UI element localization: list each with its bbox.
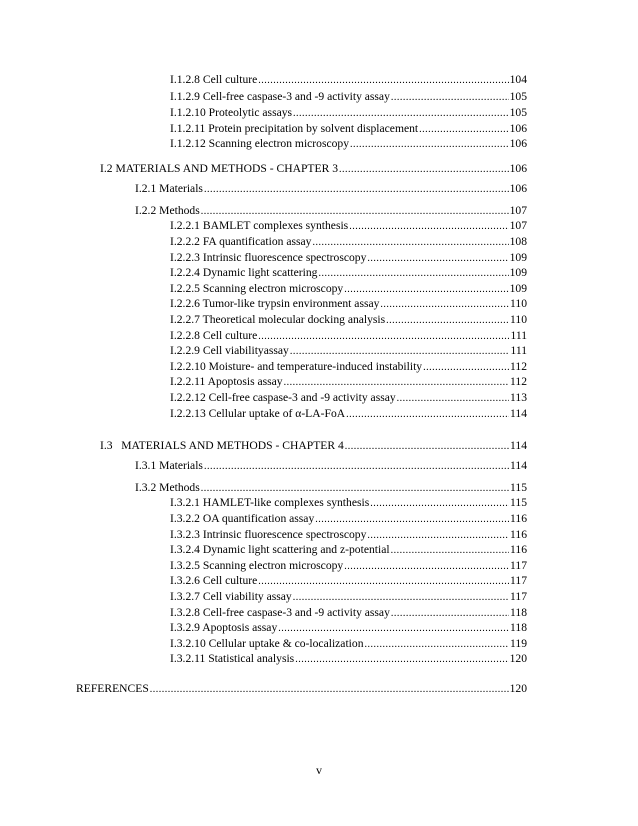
toc-entry-page: 110	[510, 313, 527, 326]
toc-entry-label: I.3.2.7 Cell viability assay	[170, 590, 292, 603]
dot-leader	[370, 496, 509, 512]
toc-entry[interactable]	[170, 558, 527, 574]
toc-entry[interactable]	[135, 181, 527, 197]
toc-entry-page: 118	[510, 606, 527, 619]
toc-entry-page: 110	[510, 297, 527, 310]
dot-leader	[345, 439, 509, 455]
page-number: v	[316, 763, 322, 777]
toc-entry-label: I.3.2.2 OA quantification assay	[170, 512, 315, 525]
toc-entry-page: 117	[510, 574, 527, 587]
toc-entry-page: 111	[510, 344, 527, 357]
toc-entry[interactable]	[135, 458, 527, 474]
toc-entry-page: 116	[510, 543, 527, 556]
dot-leader	[278, 621, 509, 637]
dot-leader	[204, 459, 509, 475]
toc-entry[interactable]	[170, 527, 527, 543]
toc-entry-label: I.3.2.10 Cellular uptake & co-localization	[170, 637, 364, 650]
toc-entry-page: 108	[509, 235, 527, 248]
dot-leader	[339, 162, 509, 178]
toc-entry-page: 106	[509, 182, 527, 195]
toc-entry[interactable]	[170, 620, 527, 636]
toc-entry[interactable]	[170, 312, 527, 328]
toc-entry[interactable]	[170, 250, 527, 266]
toc-entry-page: 109	[509, 251, 527, 264]
dot-leader	[258, 73, 508, 89]
toc-entry-label: I.2.2.2 FA quantification assay	[170, 235, 312, 248]
toc-entry-label: I.3.2.3 Intrinsic fluorescence spectroscopy	[170, 528, 367, 541]
toc-entry-page: 106	[509, 162, 527, 175]
toc-entry-page: 114	[510, 439, 527, 452]
dot-leader	[391, 90, 509, 106]
dot-leader	[284, 375, 509, 391]
dot-leader	[380, 297, 509, 313]
toc-entry-page: 113	[510, 391, 527, 404]
toc-section-heading[interactable]	[100, 161, 527, 177]
toc-entry[interactable]	[170, 136, 527, 152]
toc-entry-page: 106	[509, 122, 527, 135]
toc-entry[interactable]	[170, 390, 527, 406]
toc-entry-label: REFERENCES	[76, 682, 149, 695]
toc-entry-page: 114	[510, 459, 527, 472]
toc-entry[interactable]	[170, 343, 527, 359]
toc-entry-page: 114	[510, 407, 527, 420]
toc-entry-page: 120	[509, 682, 527, 695]
toc-entry[interactable]	[170, 296, 527, 312]
toc-entry-page: 104	[509, 73, 527, 86]
toc-entry[interactable]	[170, 89, 527, 105]
toc-entry-label: I.3.2.5 Scanning electron microscopy	[170, 559, 344, 572]
toc-entry[interactable]	[170, 511, 527, 527]
toc-entry-label: I.3.1 Materials	[135, 459, 203, 472]
dot-leader	[391, 543, 509, 559]
toc-entry-label: I.2.1 Materials	[135, 182, 203, 195]
toc-entry-label: I.2.2.1 BAMLET complexes synthesis	[170, 219, 349, 232]
toc-entry[interactable]	[170, 328, 527, 344]
toc-entry-label: I.2 MATERIALS AND METHODS - CHAPTER 3	[100, 162, 338, 175]
toc-entry-label: I.2.2.11 Apoptosis assay	[170, 375, 283, 388]
toc-entry-label: I.3.2.8 Cell-free caspase-3 and -9 activity assay	[170, 606, 390, 619]
toc-section-heading[interactable]	[100, 438, 527, 454]
toc-entry[interactable]	[170, 651, 527, 667]
dot-leader	[312, 235, 508, 251]
toc-entry-label: I.2.2.6 Tumor-like trypsin environment assay	[170, 297, 380, 310]
dot-leader	[258, 574, 509, 590]
toc-entry-label: I.1.2.12 Scanning electron microscopy	[170, 137, 350, 150]
toc-entry[interactable]	[170, 121, 527, 137]
toc-entry-label: I.2.2.10 Moisture- and temperature-induced instability	[170, 360, 423, 373]
toc-entry-label: I.3.2.11 Statistical analysis	[170, 652, 295, 665]
toc-entry-page: 106	[509, 137, 527, 150]
dot-leader	[318, 266, 508, 282]
toc-entry-page: 107	[509, 204, 527, 217]
toc-entry-page: 116	[510, 528, 527, 541]
toc-entry[interactable]	[170, 374, 527, 390]
toc-entry-label: I.1.2.9 Cell-free caspase-3 and -9 activity assay	[170, 90, 390, 103]
toc-entry-label: I.2.2.12 Cell-free caspase-3 and -9 activity assay	[170, 391, 396, 404]
toc-entry[interactable]	[170, 105, 527, 121]
toc-entry[interactable]	[135, 203, 527, 219]
toc-entry-page: 119	[510, 637, 527, 650]
toc-entry-page: 115	[510, 481, 527, 494]
dot-leader	[349, 219, 508, 235]
dot-leader	[293, 106, 509, 122]
toc-entry-label: I.2.2.7 Theoretical molecular docking analysis	[170, 313, 386, 326]
toc-entry[interactable]	[135, 480, 527, 496]
toc-entry-page: 116	[510, 512, 527, 525]
toc-entry-label: I.3 MATERIALS AND METHODS - CHAPTER 4	[100, 439, 344, 452]
toc-entry[interactable]	[170, 218, 527, 234]
toc-entry-page: 111	[510, 329, 527, 342]
dot-leader	[386, 313, 509, 329]
toc-entry[interactable]	[170, 495, 527, 511]
toc-entry[interactable]	[170, 265, 527, 281]
toc-entry-label: I.3.2.1 HAMLET-like complexes synthesis	[170, 496, 370, 509]
toc-entry-page: 117	[510, 559, 527, 572]
toc-entry-page: 117	[510, 590, 527, 603]
toc-entry[interactable]	[170, 589, 527, 605]
toc-entry[interactable]	[170, 281, 527, 297]
toc-entry-page: 105	[509, 106, 527, 119]
toc-entry[interactable]	[170, 636, 527, 652]
toc-entry-label: I.2.2.8 Cell culture	[170, 329, 258, 342]
dot-leader	[295, 652, 508, 668]
toc-entry-label: I.2.2.5 Scanning electron microscopy	[170, 282, 344, 295]
toc-entry-label: I.3.2 Methods	[135, 481, 200, 494]
toc-entry-page: 105	[509, 90, 527, 103]
dot-leader	[290, 344, 510, 360]
toc-entry[interactable]	[170, 234, 527, 250]
toc-entry-page: 112	[510, 375, 527, 388]
toc-entry-label: I.2.2 Methods	[135, 204, 200, 217]
toc-entry-page: 109	[509, 266, 527, 279]
toc-entry-label: I.3.2.6 Cell culture	[170, 574, 258, 587]
toc-entry[interactable]	[170, 406, 527, 422]
toc-entry[interactable]	[170, 359, 527, 375]
toc-entry-label: I.3.2.9 Apoptosis assay	[170, 621, 278, 634]
toc-entry-label: I.2.2.13 Cellular uptake of α-LA-FoA	[170, 407, 346, 420]
dot-leader	[204, 182, 509, 198]
toc-entry[interactable]	[170, 605, 527, 621]
toc-references[interactable]	[76, 681, 527, 697]
dot-leader	[346, 407, 509, 423]
toc-entry-label: I.1.2.11 Protein precipitation by solvent displacement	[170, 122, 419, 135]
toc-entry-label: I.2.2.3 Intrinsic fluorescence spectroscopy	[170, 251, 367, 264]
dot-leader	[150, 682, 509, 698]
toc-entry-page: 118	[510, 621, 527, 634]
toc-entry-page: 115	[510, 496, 527, 509]
toc-entry-label: I.2.2.9 Cell viabilityassay	[170, 344, 289, 357]
toc-entry-label: I.1.2.8 Cell culture	[170, 73, 258, 86]
toc-entry-page: 120	[509, 652, 527, 665]
toc-entry[interactable]	[170, 72, 527, 88]
dot-leader	[397, 391, 509, 407]
toc-entry-page: 107	[509, 219, 527, 232]
toc-entry-page: 112	[510, 360, 527, 373]
toc-entry-page: 109	[509, 282, 527, 295]
dot-leader	[350, 137, 509, 153]
dot-leader	[293, 590, 509, 606]
toc-entry-label: I.3.2.4 Dynamic light scattering and z-potential	[170, 543, 390, 556]
toc-entry-label: I.2.2.4 Dynamic light scattering	[170, 266, 318, 279]
toc-entry[interactable]	[170, 542, 527, 558]
dot-leader	[315, 512, 509, 528]
toc-entry[interactable]	[170, 573, 527, 589]
toc-entry-label: I.1.2.10 Proteolytic assays	[170, 106, 293, 119]
